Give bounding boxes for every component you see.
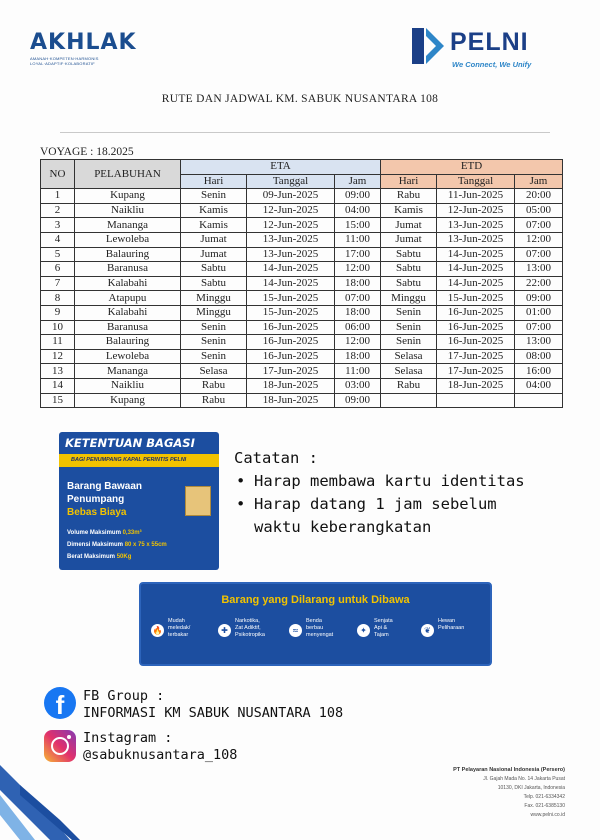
- cell-eta-day: Rabu: [181, 378, 247, 393]
- baggage-spec-volume: [67, 530, 142, 536]
- spec-dimension-value: 80 x 75 x 55cm: [124, 542, 167, 548]
- cell-eta-date: 17-Jun-2025: [247, 364, 335, 379]
- akhlak-logo-subtext: AMANAH·KOMPETEN·HARMONIS LOYAL·ADAPTIF·KOLABORATIF: [30, 56, 99, 66]
- cell-etd-day: Kamis: [381, 203, 437, 218]
- cell-no: 5: [41, 247, 75, 262]
- cell-eta-day: Kamis: [181, 203, 247, 218]
- facebook-group-name[interactable]: INFORMASI KM SABUK NUSANTARA 108: [83, 705, 344, 721]
- prohibited-item: [235, 618, 265, 639]
- spec-weight-label: Berat Maksimum: [67, 554, 116, 560]
- spec-volume-value: 0,33m³: [122, 530, 142, 536]
- pelni-tagline: We Connect, We Unify: [452, 60, 532, 69]
- cell-eta-date: 16-Jun-2025: [247, 349, 335, 364]
- cell-eta-date: 16-Jun-2025: [247, 335, 335, 350]
- cell-etd-time: 16:00: [515, 364, 563, 379]
- baggage-subtitle: BAGI PENUMPANG KAPAL PERINTIS PELNI: [59, 454, 219, 467]
- cell-etd-time: 12:00: [515, 232, 563, 247]
- cell-eta-time: 12:00: [335, 335, 381, 350]
- baggage-spec-weight: [67, 554, 131, 560]
- cell-eta-date: 09-Jun-2025: [247, 189, 335, 204]
- pelni-logo-text: PELNI: [450, 28, 529, 56]
- table-row: [41, 291, 563, 306]
- cell-etd-date: 12-Jun-2025: [437, 203, 515, 218]
- cell-port: Naikliu: [75, 378, 181, 393]
- divider: [60, 132, 550, 133]
- cell-no: 1: [41, 189, 75, 204]
- cell-etd-day: Sabtu: [381, 276, 437, 291]
- cell-etd-day: Rabu: [381, 189, 437, 204]
- table-row: [41, 262, 563, 277]
- cell-eta-time: 17:00: [335, 247, 381, 262]
- cell-no: 15: [41, 393, 75, 408]
- cell-etd-day: Selasa: [381, 349, 437, 364]
- cell-eta-day: Sabtu: [181, 262, 247, 277]
- cell-eta-day: Rabu: [181, 393, 247, 408]
- prohibited-item-line: menyengat: [306, 632, 334, 638]
- cell-etd-time: [515, 393, 563, 408]
- smell-icon: ≈: [289, 624, 302, 637]
- table-row: [41, 335, 563, 350]
- prohibited-item-line: Hewan: [438, 618, 456, 624]
- cell-port: Kalabahi: [75, 305, 181, 320]
- prohibited-item: [438, 618, 464, 632]
- prohibited-item-line: Senjata: [374, 618, 393, 624]
- cell-eta-day: Senin: [181, 320, 247, 335]
- cell-etd-date: 17-Jun-2025: [437, 364, 515, 379]
- cell-eta-day: Senin: [181, 349, 247, 364]
- pet-icon: ❦: [421, 624, 434, 637]
- cell-no: 14: [41, 378, 75, 393]
- cell-no: 4: [41, 232, 75, 247]
- cell-eta-time: 07:00: [335, 291, 381, 306]
- cell-eta-time: 15:00: [335, 218, 381, 233]
- cell-eta-date: 15-Jun-2025: [247, 305, 335, 320]
- cell-no: 11: [41, 335, 75, 350]
- cell-eta-time: 04:00: [335, 203, 381, 218]
- schedule-table: [40, 159, 563, 408]
- cell-port: Kupang: [75, 393, 181, 408]
- cell-etd-time: 01:00: [515, 305, 563, 320]
- cell-etd-date: 17-Jun-2025: [437, 349, 515, 364]
- table-row: [41, 218, 563, 233]
- cell-etd-day: Rabu: [381, 378, 437, 393]
- cell-no: 7: [41, 276, 75, 291]
- cell-eta-day: Jumat: [181, 247, 247, 262]
- prohibited-item-line: Narkotika,: [235, 618, 260, 624]
- akhlak-logo: [30, 30, 140, 78]
- prohibited-item-line: Tajam: [374, 632, 389, 638]
- cell-etd-date: 13-Jun-2025: [437, 232, 515, 247]
- company-name: PT Pelayaran Nasional Indonesia (Persero): [453, 767, 565, 773]
- header-port: PELABUHAN: [75, 160, 181, 189]
- note-item-continuation: [234, 516, 525, 539]
- header-eta-date: Tanggal: [247, 174, 335, 189]
- cell-eta-day: Senin: [181, 189, 247, 204]
- cell-etd-day: Sabtu: [381, 262, 437, 277]
- pill-icon: ✚: [218, 624, 231, 637]
- header-eta: ETA: [181, 160, 381, 175]
- cell-eta-time: 18:00: [335, 349, 381, 364]
- baggage-title: KETENTUAN BAGASI: [65, 436, 195, 450]
- pelni-logo: [410, 24, 550, 76]
- instagram-handle[interactable]: @sabuknusantara_108: [83, 747, 238, 763]
- table-row: [41, 247, 563, 262]
- cell-eta-time: 18:00: [335, 276, 381, 291]
- prohibited-item: [168, 618, 190, 639]
- prohibited-item-line: meledak/: [168, 625, 191, 631]
- cell-eta-date: 16-Jun-2025: [247, 320, 335, 335]
- cell-etd-time: 22:00: [515, 276, 563, 291]
- cell-port: Baranusa: [75, 320, 181, 335]
- table-row: [41, 393, 563, 408]
- cell-eta-date: 12-Jun-2025: [247, 218, 335, 233]
- voyage-number: VOYAGE : 18.2025: [40, 146, 134, 158]
- address-line: Fax. 021-6385130: [524, 803, 565, 809]
- cell-no: 13: [41, 364, 75, 379]
- cell-etd-date: [437, 393, 515, 408]
- cell-port: Balauring: [75, 247, 181, 262]
- cell-port: Naikliu: [75, 203, 181, 218]
- cell-port: Lewoleba: [75, 232, 181, 247]
- note-text: Harap datang 1 jam sebelum: [254, 495, 497, 513]
- cell-etd-day: Sabtu: [381, 247, 437, 262]
- cell-etd-date: 18-Jun-2025: [437, 378, 515, 393]
- cell-port: Lewoleba: [75, 349, 181, 364]
- prohibited-item-line: Psikotropika: [235, 632, 265, 638]
- cell-etd-date: 16-Jun-2025: [437, 305, 515, 320]
- cell-etd-time: 07:00: [515, 247, 563, 262]
- cell-eta-date: 12-Jun-2025: [247, 203, 335, 218]
- table-row: [41, 232, 563, 247]
- cell-etd-time: 07:00: [515, 218, 563, 233]
- cell-eta-day: Kamis: [181, 218, 247, 233]
- prohibited-item-line: Zat Adiktif,: [235, 625, 261, 631]
- cell-port: Mananga: [75, 218, 181, 233]
- cell-etd-day: Senin: [381, 320, 437, 335]
- prohibited-item-line: berbau: [306, 625, 324, 631]
- cell-etd-day: Minggu: [381, 291, 437, 306]
- prohibited-title: Barang yang Dilarang untuk Dibawa: [221, 594, 410, 606]
- cell-port: Baranusa: [75, 262, 181, 277]
- note-text: Harap membawa kartu identitas: [254, 472, 525, 490]
- document-title: RUTE DAN JADWAL KM. SABUK NUSANTARA 108: [161, 93, 439, 105]
- cell-etd-date: 15-Jun-2025: [437, 291, 515, 306]
- facebook-icon[interactable]: f: [44, 687, 76, 719]
- cell-etd-time: 09:00: [515, 291, 563, 306]
- prohibited-item-line: Peliharaan: [438, 625, 465, 631]
- cell-etd-time: 05:00: [515, 203, 563, 218]
- prohibited-item-line: Mudah: [168, 618, 185, 624]
- footer-wave-decoration: [0, 745, 110, 840]
- cell-no: 10: [41, 320, 75, 335]
- table-row: [41, 364, 563, 379]
- prohibited-item: [306, 618, 333, 639]
- gun-icon: ✦: [357, 624, 370, 637]
- cell-eta-time: 06:00: [335, 320, 381, 335]
- address-line: Jl. Gajah Mada No. 14 Jakarta Pusat: [483, 776, 565, 782]
- cell-eta-time: 11:00: [335, 364, 381, 379]
- bullet-icon: •: [236, 472, 246, 490]
- cell-no: 8: [41, 291, 75, 306]
- cell-no: 9: [41, 305, 75, 320]
- cell-eta-time: 12:00: [335, 262, 381, 277]
- baggage-card: [59, 432, 219, 570]
- table-row: [41, 378, 563, 393]
- notes: [234, 447, 525, 539]
- cell-eta-time: 18:00: [335, 305, 381, 320]
- table-row: [41, 349, 563, 364]
- akhlak-logo-text: AKHLAK: [30, 30, 137, 55]
- header-eta-time: Jam: [335, 174, 381, 189]
- baggage-free-text: [67, 480, 142, 519]
- cell-etd-date: 13-Jun-2025: [437, 218, 515, 233]
- prohibited-item-line: Api &: [374, 625, 388, 631]
- cell-eta-day: Minggu: [181, 291, 247, 306]
- table-row: [41, 276, 563, 291]
- cell-no: 12: [41, 349, 75, 364]
- baggage-line-2: Penumpang: [67, 494, 125, 505]
- cell-port: Balauring: [75, 335, 181, 350]
- header-etd: ETD: [381, 160, 563, 175]
- note-item: [234, 493, 525, 516]
- cell-etd-time: 13:00: [515, 262, 563, 277]
- cell-etd-day: [381, 393, 437, 408]
- baggage-spec-dimension: [67, 542, 167, 548]
- baggage-line-1: Barang Bawaan: [67, 481, 143, 492]
- header-eta-day: Hari: [181, 174, 247, 189]
- table-row: [41, 320, 563, 335]
- cell-etd-time: 13:00: [515, 335, 563, 350]
- cell-eta-time: 11:00: [335, 232, 381, 247]
- cell-etd-day: Senin: [381, 335, 437, 350]
- spec-weight-value: 50Kg: [116, 554, 132, 560]
- facebook-group: [83, 688, 343, 722]
- prohibited-item-line: Benda: [306, 618, 322, 624]
- prohibited-items-banner: [139, 582, 492, 666]
- address-line: www.pelni.co.id: [530, 812, 565, 818]
- header-etd-time: Jam: [515, 174, 563, 189]
- cell-port: Kupang: [75, 189, 181, 204]
- cell-etd-day: Jumat: [381, 218, 437, 233]
- cell-eta-date: 15-Jun-2025: [247, 291, 335, 306]
- note-item: [234, 470, 525, 493]
- prohibited-item: [374, 618, 393, 639]
- address-line: 10130, DKI Jakarta, Indonesia: [497, 785, 565, 791]
- cell-etd-time: 08:00: [515, 349, 563, 364]
- company-address: [400, 766, 565, 820]
- cell-etd-day: Senin: [381, 305, 437, 320]
- header-no: NO: [41, 160, 75, 189]
- cell-etd-date: 16-Jun-2025: [437, 320, 515, 335]
- cell-etd-time: 20:00: [515, 189, 563, 204]
- cell-eta-time: 03:00: [335, 378, 381, 393]
- cell-eta-time: 09:00: [335, 189, 381, 204]
- baggage-line-3: Bebas Biaya: [67, 507, 127, 518]
- cell-etd-day: Selasa: [381, 364, 437, 379]
- cell-eta-date: 14-Jun-2025: [247, 262, 335, 277]
- cell-etd-date: 14-Jun-2025: [437, 262, 515, 277]
- cell-etd-date: 16-Jun-2025: [437, 335, 515, 350]
- cell-etd-time: 07:00: [515, 320, 563, 335]
- cell-etd-time: 04:00: [515, 378, 563, 393]
- cell-eta-time: 09:00: [335, 393, 381, 408]
- cell-etd-day: Jumat: [381, 232, 437, 247]
- cell-eta-day: Minggu: [181, 305, 247, 320]
- cell-no: 3: [41, 218, 75, 233]
- cell-port: Atapupu: [75, 291, 181, 306]
- instagram-label: Instagram :: [83, 730, 173, 746]
- cell-eta-date: 14-Jun-2025: [247, 276, 335, 291]
- cell-no: 2: [41, 203, 75, 218]
- cell-eta-day: Sabtu: [181, 276, 247, 291]
- cell-eta-date: 13-Jun-2025: [247, 247, 335, 262]
- cell-etd-date: 14-Jun-2025: [437, 276, 515, 291]
- spec-dimension-label: Dimensi Maksimum: [67, 542, 124, 548]
- cell-port: Kalabahi: [75, 276, 181, 291]
- cell-eta-date: 18-Jun-2025: [247, 378, 335, 393]
- schedule-body: [41, 189, 563, 408]
- cell-no: 6: [41, 262, 75, 277]
- cell-port: Mananga: [75, 364, 181, 379]
- cell-eta-day: Jumat: [181, 232, 247, 247]
- table-row: [41, 189, 563, 204]
- notes-heading: Catatan :: [234, 449, 318, 467]
- address-line: Telp. 021-6334342: [523, 794, 565, 800]
- bullet-icon: •: [236, 495, 246, 513]
- suitcase-icon: [185, 486, 211, 516]
- cell-eta-date: 13-Jun-2025: [247, 232, 335, 247]
- facebook-label: FB Group :: [83, 688, 165, 704]
- cell-eta-day: Senin: [181, 335, 247, 350]
- table-row: [41, 305, 563, 320]
- header-etd-day: Hari: [381, 174, 437, 189]
- cell-etd-date: 14-Jun-2025: [437, 247, 515, 262]
- prohibited-item-line: terbakar: [168, 632, 189, 638]
- cell-etd-date: 11-Jun-2025: [437, 189, 515, 204]
- spec-volume-label: Volume Maksimum: [67, 530, 121, 536]
- table-row: [41, 203, 563, 218]
- flame-icon: 🔥: [152, 626, 163, 635]
- cell-eta-date: 18-Jun-2025: [247, 393, 335, 408]
- note-text: waktu keberangkatan: [254, 518, 432, 536]
- pelni-emblem-icon: [410, 26, 446, 66]
- cell-eta-day: Selasa: [181, 364, 247, 379]
- header-etd-date: Tanggal: [437, 174, 515, 189]
